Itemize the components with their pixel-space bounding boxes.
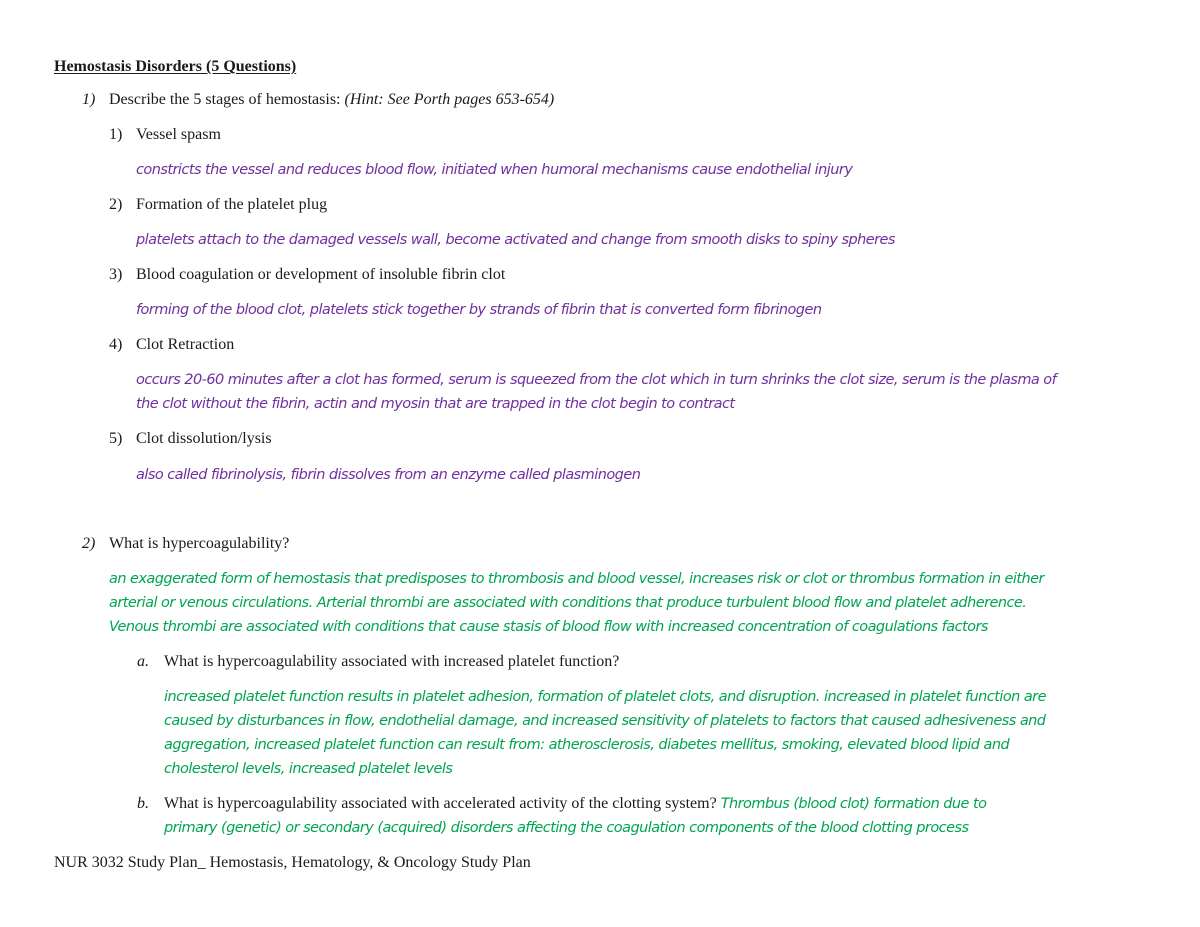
stage-3-title: Blood coagulation or development of insoluble fibrin clot	[136, 266, 506, 283]
question-2-answer-line-1: an exaggerated form of hemostasis that predisposes to thrombosis and blood vessel, increases risk or clot or thrombus formation in either	[109, 571, 1044, 587]
subquestion-a-answer-line-4: cholesterol levels, increased platelet levels	[164, 761, 453, 777]
subquestion-a-answer-line-1: increased platelet function results in platelet adhesion, formation of platelet clots, and disruption. increased in platelet function are	[164, 689, 1046, 705]
stage-3-number: 3)	[109, 266, 123, 283]
question-2-answer-line-3: Venous thrombi are associated with conditions that cause stasis of blood flow with increased concentration of coagulations factors	[109, 619, 988, 635]
stage-2-number: 2)	[109, 196, 123, 213]
stage-4-number: 4)	[109, 336, 123, 353]
subquestion-b-answer-continued: primary (genetic) or secondary (acquired) disorders affecting the coagulation components of the blood clotting process	[164, 820, 969, 836]
subquestion-b-prompt: What is hypercoagulability associated with accelerated activity of the clotting system?	[164, 795, 721, 812]
stage-1-title: Vessel spasm	[136, 126, 221, 143]
question-1-prompt: Describe the 5 stages of hemostasis:	[109, 91, 345, 108]
question-1-text	[109, 88, 554, 112]
subquestion-a-letter: a.	[137, 653, 149, 670]
question-1-hint: (Hint: See Porth pages 653-654)	[344, 91, 555, 108]
stage-5-number: 5)	[109, 430, 123, 447]
subquestion-b-text	[164, 792, 986, 816]
question-2-number: 2)	[82, 535, 96, 552]
subquestion-b-answer-inline: Thrombus (blood clot) formation due to	[720, 796, 987, 812]
stage-5-title: Clot dissolution/lysis	[136, 430, 272, 447]
question-2-answer-line-2: arterial or venous circulations. Arterial thrombi are associated with conditions that produce turbulent blood flow and platelet adherence.	[109, 595, 1027, 611]
question-1-number: 1)	[82, 91, 96, 108]
stage-3-answer: forming of the blood clot, platelets stick together by strands of fibrin that is converted form fibrinogen	[136, 302, 822, 318]
stage-2-answer: platelets attach to the damaged vessels wall, become activated and change from smooth disks to spiny spheres	[136, 232, 895, 248]
stage-2-title: Formation of the platelet plug	[136, 196, 328, 213]
stage-4-answer-line-1: occurs 20-60 minutes after a clot has formed, serum is squeezed from the clot which in turn shrinks the clot size, serum is the plasma of	[136, 372, 1057, 388]
stage-4-title: Clot Retraction	[136, 336, 235, 353]
stage-4-answer-line-2: the clot without the fibrin, actin and myosin that are trapped in the clot begin to contract	[136, 396, 735, 412]
subquestion-b-letter: b.	[137, 795, 149, 812]
section-heading: Hemostasis Disorders (5 Questions)	[54, 58, 297, 75]
stage-5-answer: also called fibrinolysis, fibrin dissolves from an enzyme called plasminogen	[136, 467, 641, 483]
subquestion-a-answer-line-3: aggregation, increased platelet function can result from: atherosclerosis, diabetes mellitus, smoking, elevated blood lipid and	[164, 737, 1010, 753]
subquestion-a-answer-line-2: caused by disturbances in flow, endothelial damage, and increased sensitivity of platelets to factors that caused adhesiveness and	[164, 713, 1046, 729]
stage-1-answer: constricts the vessel and reduces blood flow, initiated when humoral mechanisms cause endothelial injury	[136, 162, 853, 178]
stage-1-number: 1)	[109, 126, 123, 143]
subquestion-a-text: What is hypercoagulability associated with increased platelet function?	[164, 653, 620, 670]
page-footer: NUR 3032 Study Plan_ Hemostasis, Hematology, & Oncology Study Plan	[54, 854, 531, 871]
question-2-text: What is hypercoagulability?	[109, 535, 290, 552]
